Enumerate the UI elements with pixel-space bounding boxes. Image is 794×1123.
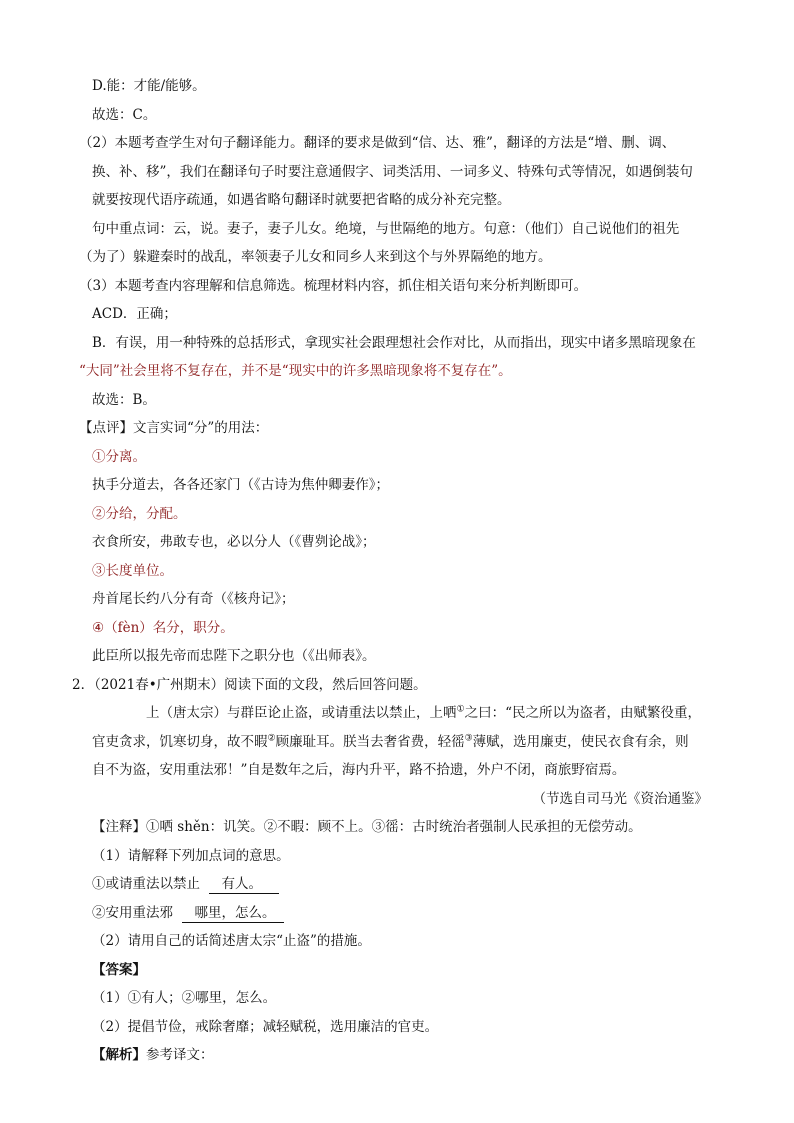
answer-blank: 哪里，怎么。 xyxy=(182,904,284,923)
comment-label: 【点评】文言实词“分”的用法： xyxy=(79,420,269,436)
text-line: 就要按现代语序疏通，如遇省略句翻译时就要把省略的成分补充完整。 xyxy=(92,192,511,208)
document-page xyxy=(72,72,722,1070)
text-line: 换、补、移”，我们在翻译句子时要注意通假字、词类活用、一词多义、特殊句式等情况，如遇倒装句 xyxy=(92,163,693,180)
sub-question: （1）请解释下列加点词的意思。 xyxy=(92,847,290,864)
usage-item: ②分给，分配。 xyxy=(92,505,187,522)
passage-line: 官吏贪求，饥寒切身，故不暇②顾廉耻耳。朕当去奢省费，轻徭③薄赋，选用廉吏，使民衣食有余，则 xyxy=(92,733,689,750)
usage-item: ③长度单位。 xyxy=(92,562,173,579)
text-line: 执手分道去，各各还家门（《古诗为焦仲卿妻作》； xyxy=(92,477,389,493)
fill-blank-item: ①或请重法以禁止 有人。 xyxy=(92,870,722,899)
text-line: B．有误，用一种特殊的总括形式，拿现实社会跟理想社会作对比，从而指出，现实中诸多黑暗现象在 xyxy=(92,334,696,351)
text-line: ACD．正确； xyxy=(92,306,177,322)
text-line: （2）本题考查学生对句子翻译能力。翻译的要求是做到“信、达、雅”，翻译的方法是“增、删、调、 xyxy=(79,135,676,151)
passage-line: 自不为盗，安用重法邪！”自是数年之后，海内升平，路不拾遗，外户不闭，商旅野宿焉。 xyxy=(92,762,626,778)
annotation-note: 【注释】①哂 shěn：讥笑。②不暇：顾不上。③徭：古时统治者强制人民承担的无偿劳动。 xyxy=(92,819,642,835)
footnote-marker: ③ xyxy=(464,733,473,743)
answer-label: 【答案】 xyxy=(92,961,146,978)
sub-question: （2）请用自己的话简述唐太宗“止盗”的措施。 xyxy=(92,933,371,949)
usage-item: ①分离。 xyxy=(92,448,146,465)
text-line: 此臣所以报先帝而忠陛下之职分也（《出师表》。 xyxy=(92,648,376,664)
answer-blank: 有人。 xyxy=(209,875,280,894)
text-line: 句中重点词：云，说。妻子，妻子儿女。绝境，与世隔绝的地方。句意：（他们）自己说他们的祖先 xyxy=(92,220,680,237)
answer-line: （1）①有人；②哪里，怎么。 xyxy=(92,990,277,1006)
fill-blank-item: ②安用重法邪 哪里，怎么。 xyxy=(92,899,722,928)
text-line: 故选：C。 xyxy=(92,106,157,123)
footnote-marker: ② xyxy=(267,733,276,743)
text-line: 故选：B。 xyxy=(92,391,156,408)
passage-source: （节选自司马光《资治通鉴》 xyxy=(532,790,708,807)
text-line: 衣食所安，弗敢专也，必以分人（《曹刿论战》； xyxy=(92,534,376,550)
usage-item: ④（fèn）名分，职分。 xyxy=(92,619,234,636)
text-line: （为了）躲避秦时的战乱，率领妻子儿女和同乡人来到这个与外界隔绝的地方。 xyxy=(79,249,552,265)
analysis-label: 【解析】 xyxy=(92,1047,146,1063)
answer-line: （2）提倡节俭，戒除奢靡；减轻赋税，选用廉洁的官吏。 xyxy=(92,1018,439,1035)
text-line: D.能：才能/能够。 xyxy=(92,78,206,94)
analysis-line: 【解析】参考译文： xyxy=(92,1047,214,1063)
question-header: 2．（2021春•广州期末）阅读下面的文段，然后回答问题。 xyxy=(72,676,427,693)
footnote-marker: ① xyxy=(456,704,465,715)
text-line-highlight: “大同”社会里将不复存在，并不是“现实中的许多黑暗现象将不复存在”。 xyxy=(79,363,512,379)
passage-line: 上（唐太宗）与群臣论止盗，或请重法以禁止，上哂①之曰：“民之所以为盗者，由赋繁役重， xyxy=(146,704,701,721)
text-line: （3）本题考查内容理解和信息筛选。梳理材料内容，抓住相关语句来分析判断即可。 xyxy=(79,277,588,294)
text-line: 舟首尾长约八分有奇（《核舟记》； xyxy=(92,591,295,607)
